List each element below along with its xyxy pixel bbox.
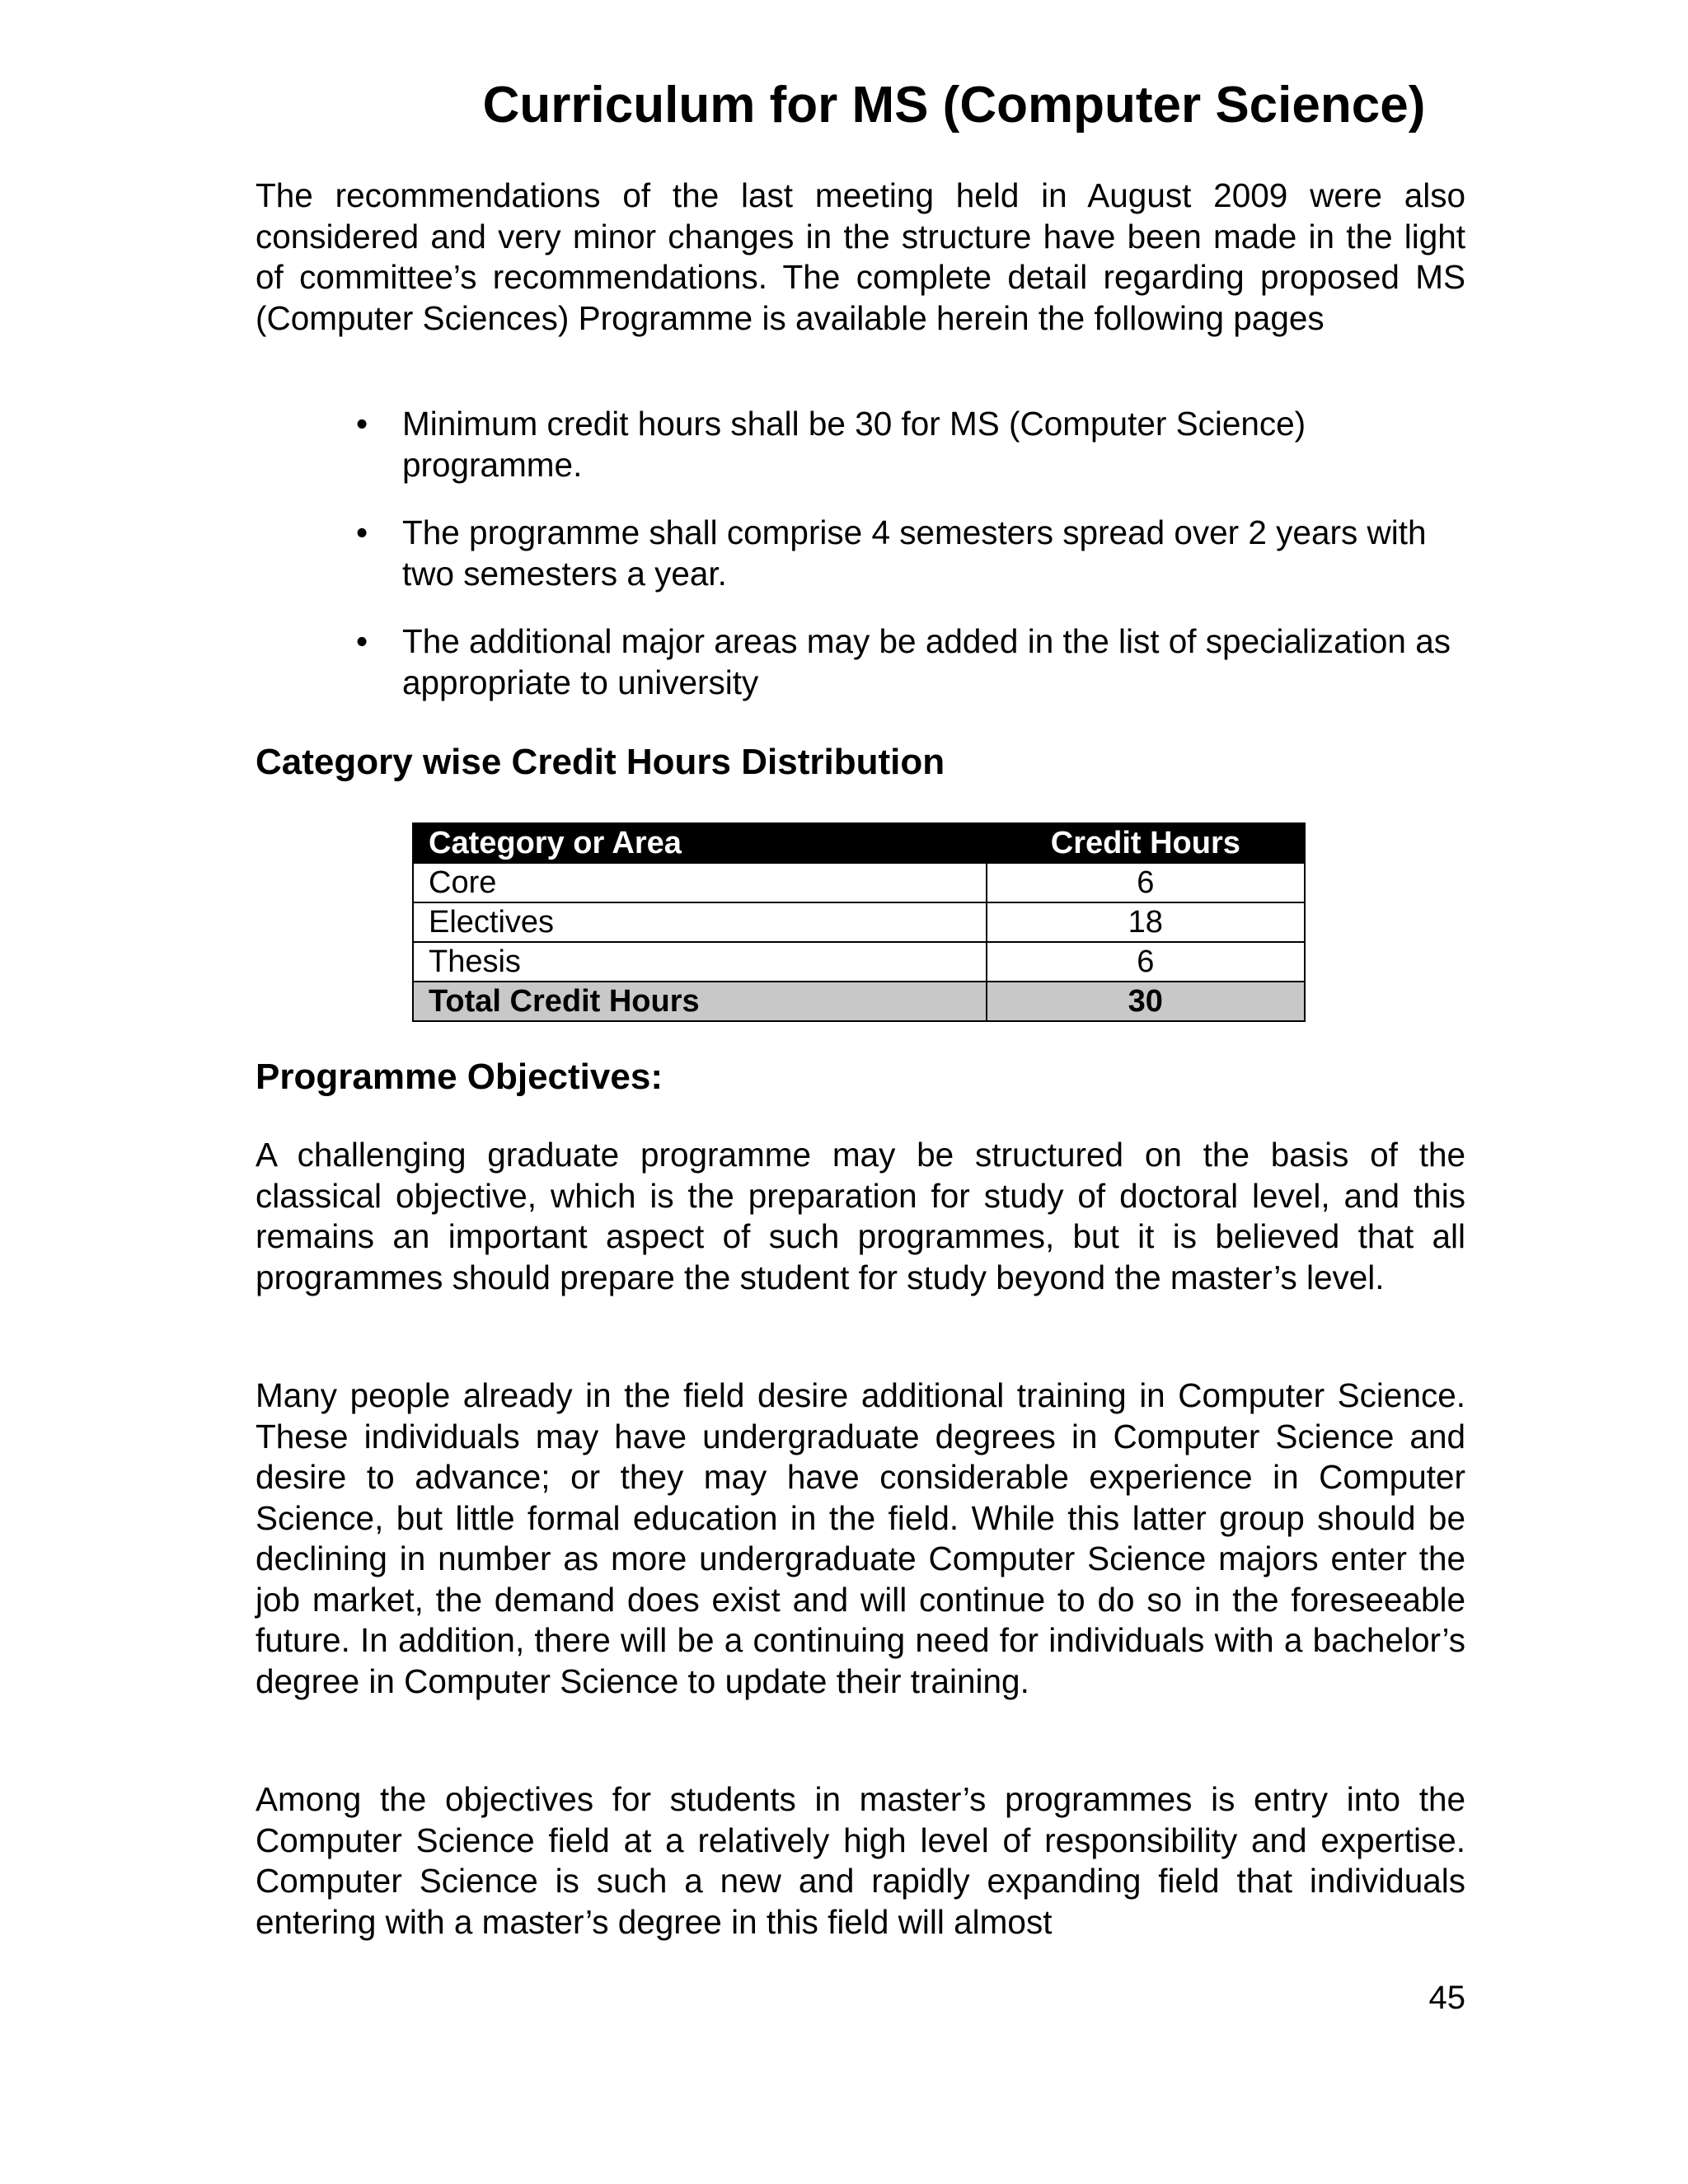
column-header-credit-hours: Credit Hours: [987, 823, 1305, 863]
page-title: Curriculum for MS (Computer Science): [482, 77, 1426, 134]
total-value-cell: 30: [987, 982, 1305, 1021]
table-row: [413, 902, 1305, 942]
intro-paragraph: The recommendations of the last meeting held in August 2009 were also considered and very minor changes in the structure have been made in the light of committee’s recommendations. The complete detail regarding proposed MS (Computer Sciences) Programme is available herein the following pages: [256, 176, 1465, 337]
bullet-icon: •: [356, 513, 368, 551]
credit-hours-cell: 6: [987, 942, 1305, 982]
distribution-heading: Category wise Credit Hours Distribution: [256, 742, 945, 782]
bullet-list: [256, 404, 1465, 730]
table-total-row: [413, 982, 1305, 1021]
objectives-paragraph: A challenging graduate programme may be structured on the basis of the classical objective, which is the preparation for study of doctoral level, and this remains an important aspect of such programmes, but it is believed that all programmes should prepare the student for study beyond the master’s level.: [256, 1136, 1465, 1296]
bullet-icon: •: [356, 405, 368, 443]
credit-hours-cell: 18: [987, 902, 1305, 942]
list-item-text: The additional major areas may be added in the list of specialization as appropriate to university: [402, 622, 1451, 701]
list-item-text: Minimum credit hours shall be 30 for MS (Computer Science) programme.: [402, 405, 1306, 484]
category-cell: Core: [413, 863, 987, 902]
column-header-category: Category or Area: [413, 823, 987, 863]
table-row: [413, 942, 1305, 982]
list-item: [256, 404, 1465, 485]
objectives-heading: Programme Objectives:: [256, 1057, 663, 1097]
list-item: [256, 621, 1465, 703]
list-item-text: The programme shall comprise 4 semesters spread over 2 years with two semesters a year.: [402, 513, 1427, 593]
table-row: [413, 863, 1305, 902]
objectives-paragraph: Many people already in the field desire additional training in Computer Science. These individuals may have undergraduate degrees in Computer Science and desire to advance; or they may have considerable experience in Computer Science, but little formal education in the field. While this latter group should be declining in number as more undergraduate Computer Science majors enter the job market, the demand does exist and will continue to do so in the foreseeable future. In addition, there will be a continuing need for individuals with a bachelor’s degree in Computer Science to update their training.: [256, 1376, 1465, 1700]
table-header-row: [413, 823, 1305, 863]
objectives-paragraph: Among the objectives for students in master’s programmes is entry into the Computer Science field at a relatively high level of responsibility and expertise. Computer Science is such a new and rapidly expanding field that individuals entering with a master’s degree in this field will almost: [256, 1780, 1465, 1941]
total-label-cell: Total Credit Hours: [413, 982, 987, 1021]
category-cell: Thesis: [413, 942, 987, 982]
list-item: [256, 513, 1465, 594]
credit-hours-cell: 6: [987, 863, 1305, 902]
bullet-icon: •: [356, 622, 368, 660]
page-number: 45: [1428, 1980, 1465, 2016]
category-cell: Electives: [413, 902, 987, 942]
credit-hours-table: [412, 823, 1306, 1022]
